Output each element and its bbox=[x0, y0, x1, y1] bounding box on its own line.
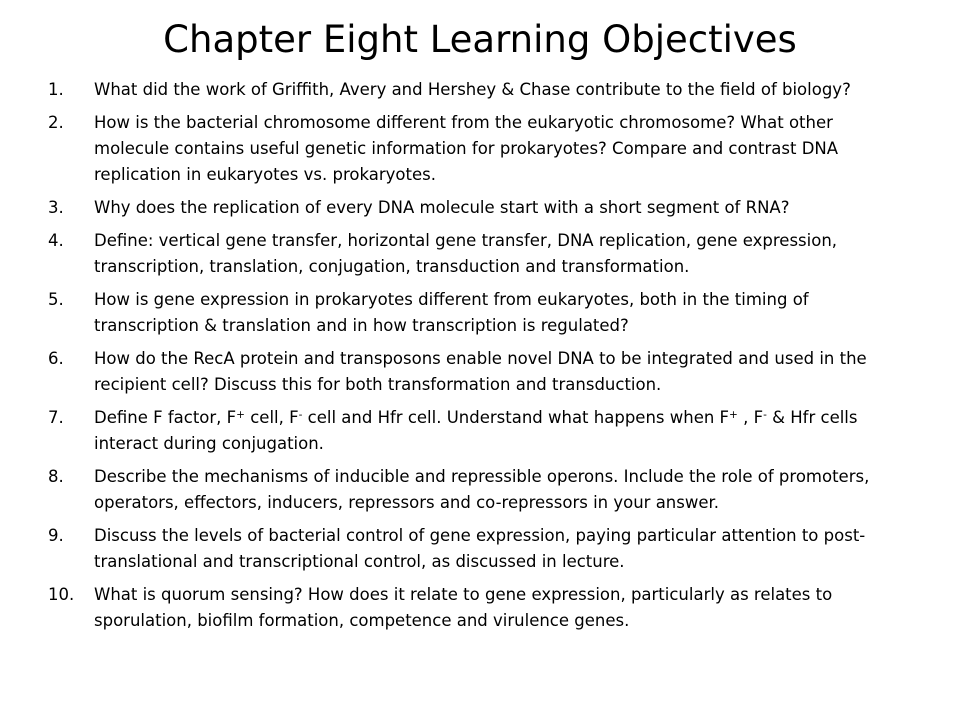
objective-text-part: cell and Hfr cell. Understand what happens when F bbox=[302, 408, 730, 427]
objective-item bbox=[48, 464, 910, 516]
objective-item bbox=[48, 110, 910, 188]
objective-number: 10. bbox=[48, 585, 75, 604]
objective-item bbox=[48, 346, 910, 398]
objectives-list bbox=[48, 77, 910, 641]
objective-text: Describe the mechanisms of inducible and repressible operons. Include the role of promoters, operators, effectors, inducers, repressors and co-repressors in your answer. bbox=[94, 467, 870, 512]
objective-item bbox=[48, 405, 910, 457]
objective-item bbox=[48, 582, 910, 634]
superscript-plus: + bbox=[729, 409, 738, 421]
objective-text: What is quorum sensing? How does it relate to gene expression, particularly as relates to sporulation, biofilm formation, competence and virulence genes. bbox=[94, 585, 833, 630]
objective-number: 7. bbox=[48, 408, 64, 427]
objective-text: How is the bacterial chromosome different from the eukaryotic chromosome? What other molecule contains useful genetic information for prokaryotes? Compare and contrast DNA replication in eukaryotes vs. prokaryotes. bbox=[94, 113, 839, 184]
superscript-minus: - bbox=[298, 409, 303, 421]
slide-title: Chapter Eight Learning Objectives bbox=[163, 18, 797, 61]
objective-text-part: , F bbox=[737, 408, 764, 427]
objective-text-part: cell, F bbox=[244, 408, 299, 427]
objective-item bbox=[48, 195, 910, 221]
objective-number: 8. bbox=[48, 467, 64, 486]
objective-text: How do the RecA protein and transposons enable novel DNA to be integrated and used in the recipient cell? Discuss this for both transformation and transduction. bbox=[94, 349, 867, 394]
objective-number: 1. bbox=[48, 80, 64, 99]
objective-text: Discuss the levels of bacterial control of gene expression, paying particular attention to post-translational and transcriptional control, as discussed in lecture. bbox=[94, 526, 866, 571]
objective-text: Why does the replication of every DNA molecule start with a short segment of RNA? bbox=[94, 198, 790, 217]
objective-item bbox=[48, 287, 910, 339]
objective-text bbox=[94, 405, 910, 457]
objective-text-part: Define F factor, F bbox=[94, 408, 237, 427]
objective-number: 6. bbox=[48, 349, 64, 368]
objective-number: 9. bbox=[48, 526, 64, 545]
objective-number: 4. bbox=[48, 231, 64, 250]
objective-item bbox=[48, 77, 910, 103]
objective-text: What did the work of Griffith, Avery and Hershey & Chase contribute to the field of biology? bbox=[94, 80, 851, 99]
objective-item bbox=[48, 523, 910, 575]
superscript-minus: - bbox=[763, 409, 767, 421]
objective-number: 5. bbox=[48, 290, 64, 309]
objective-number: 2. bbox=[48, 113, 64, 132]
objective-text: Define: vertical gene transfer, horizontal gene transfer, DNA replication, gene expression, transcription, translation, conjugation, transduction and transformation. bbox=[94, 231, 838, 276]
objective-text: How is gene expression in prokaryotes different from eukaryotes, both in the timing of transcription & translation and in how transcription is regulated? bbox=[94, 290, 809, 335]
superscript-plus: + bbox=[236, 409, 245, 421]
objective-number: 3. bbox=[48, 198, 64, 217]
objective-item bbox=[48, 228, 910, 280]
objective-text-part: & Hfr cells interact during conjugation. bbox=[94, 408, 858, 453]
